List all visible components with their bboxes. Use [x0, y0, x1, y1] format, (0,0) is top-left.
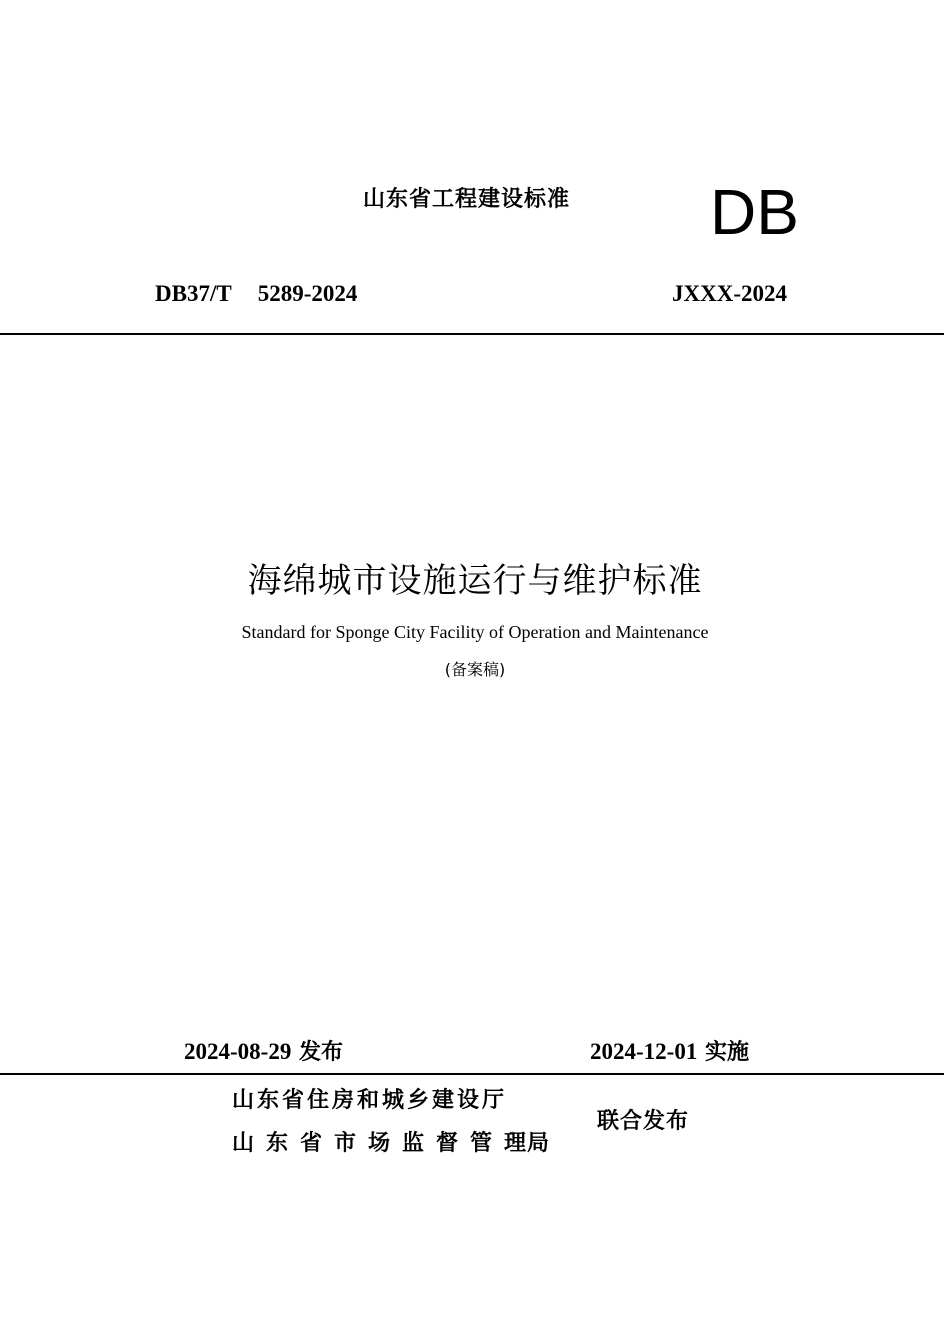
- implement-date-value: 2024-12-01: [590, 1039, 698, 1064]
- issue-label: 发布: [299, 1040, 344, 1065]
- filing-number: JXXX-2024: [672, 281, 787, 306]
- db-logo: DB: [710, 176, 799, 248]
- standard-prefix: DB37/T: [155, 281, 232, 306]
- joint-release-label: 联合发布: [597, 1109, 690, 1134]
- standard-category: 山东省工程建设标准: [363, 187, 571, 212]
- title-english: Standard for Sponge City Facility of Operation and Maintenance: [241, 622, 709, 642]
- implement-date: [590, 1035, 749, 1066]
- publisher-market-supervision: [232, 1126, 550, 1157]
- implement-label: 实施: [705, 1040, 750, 1065]
- top-divider: [0, 333, 944, 335]
- issue-date: [184, 1035, 343, 1066]
- issue-date-value: 2024-08-29: [184, 1039, 292, 1064]
- bottom-divider: [0, 1073, 944, 1075]
- standard-code: [155, 281, 357, 307]
- title-chinese: 海绵城市设施运行与维护标准: [247, 561, 703, 601]
- draft-status: (备案稿): [444, 660, 506, 679]
- standard-number: 5289-2024: [257, 281, 358, 306]
- publisher-housing: 山东省住房和城乡建设厅: [232, 1088, 508, 1113]
- publisher-market-tail: 理局: [504, 1131, 551, 1156]
- publisher-market-head: 山东省市场监督管: [232, 1131, 505, 1156]
